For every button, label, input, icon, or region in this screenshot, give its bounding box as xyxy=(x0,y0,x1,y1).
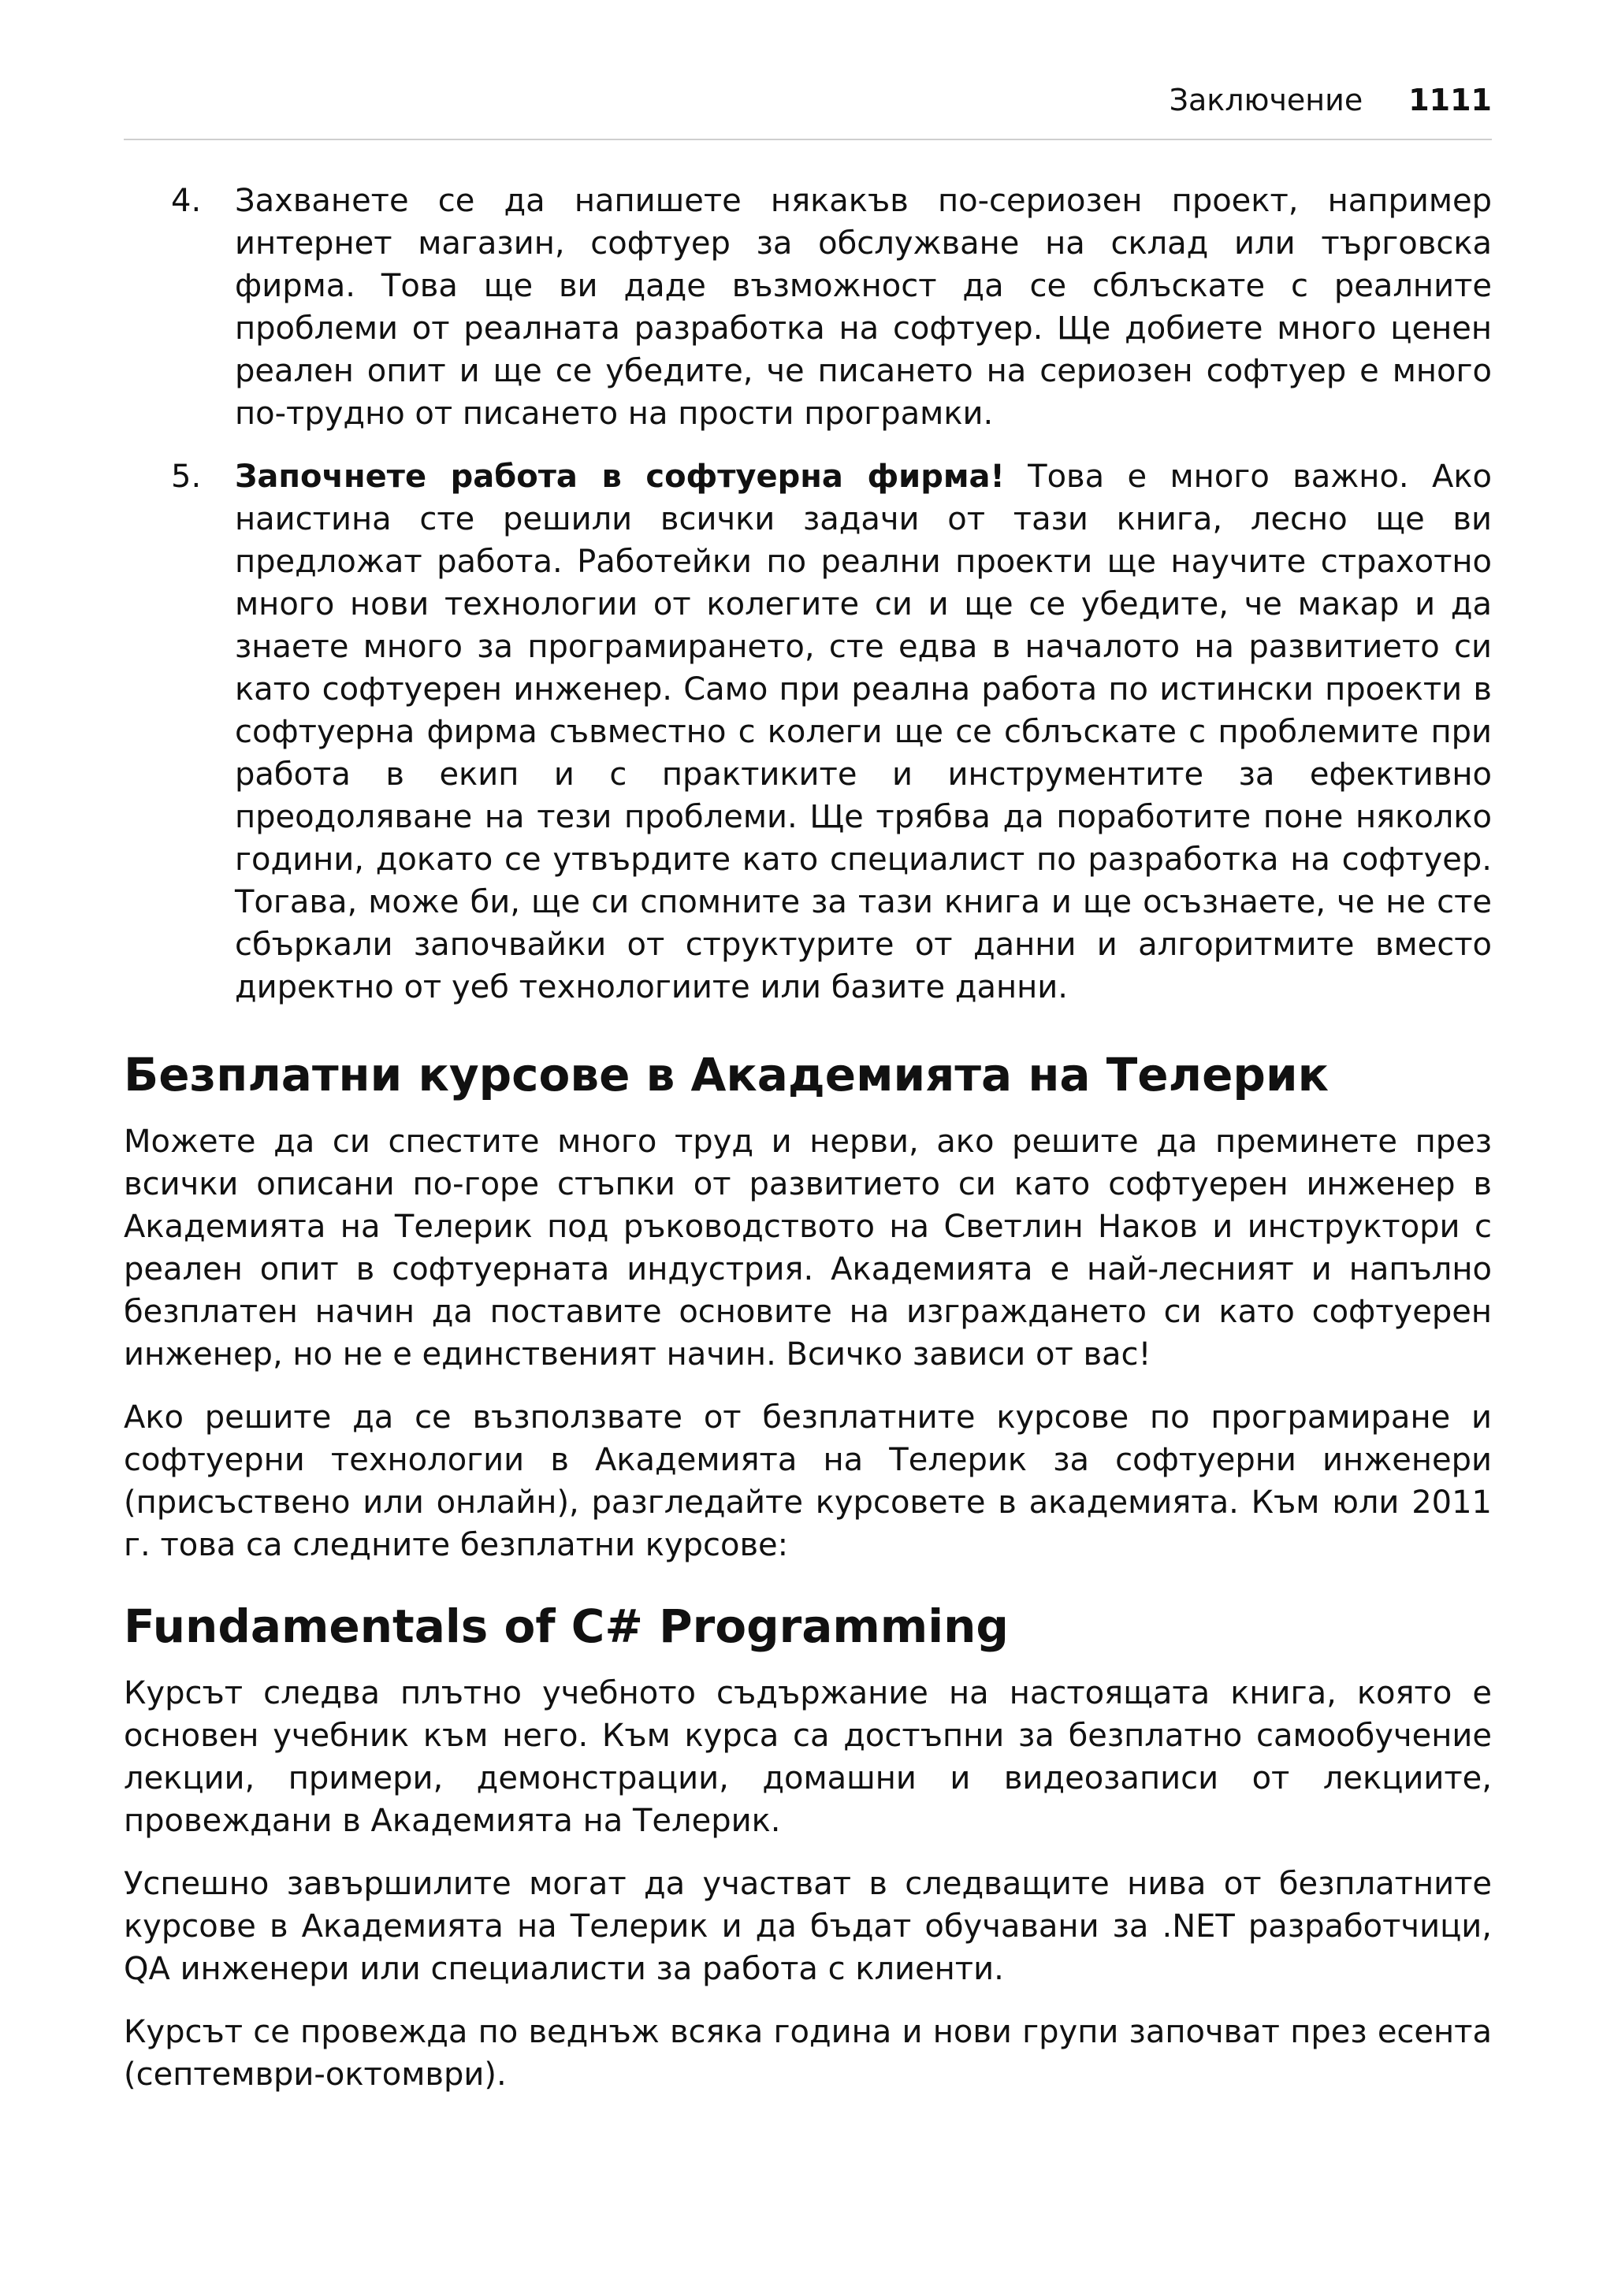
paragraph: Успешно завършилите могат да участват в следващите нива от безплатните курсове в Академията на Телерик и да бъдат обучавани за .NET разработчици, QA инженери или специалисти за работа с клиенти. xyxy=(124,1866,1492,1987)
section-heading-csharp: Fundamentals of C# Programming xyxy=(124,1599,1009,1653)
list-item-lead: Започнете работа в софтуерна фирма! xyxy=(235,459,1005,495)
chapter-title: Заключение xyxy=(1169,83,1363,117)
list-item xyxy=(124,455,1492,1009)
page-number: 1111 xyxy=(1408,83,1492,117)
paragraph: Курсът се провежда по веднъж всяка година и нови групи започват през есента (септември-октомври). xyxy=(124,2014,1492,2093)
list-item xyxy=(124,180,1492,435)
list-item-number: 5. xyxy=(171,459,202,495)
running-header xyxy=(1170,80,1492,120)
list-item-body: Захванете се да напишете някакъв по-сериозен проект, например интернет магазин, софтуер за обслужване на склад или търговска фирма. Това ще ви даде възможност да се сблъскате с реалните проблеми от реалната разработка на софтуер. Ще добиете много ценен реален опит и ще се убедите, че писането на сериозен софтуер е много по-трудно от писането на прости програмки. xyxy=(235,183,1492,432)
list-item-text xyxy=(235,455,1492,1009)
paragraph: Можете да си спестите много труд и нерви, ако решите да преминете през всички описани по-горе стъпки от развитието си като софтуерен инженер в Академията на Телерик под ръководството на Светлин Наков и инструктори с реален опит в софтуерната индустрия. Академията е най-лесният и напълно безплатен начин да поставите основите на изграждането си като софтуерен инженер, но не е единственият начин. Всичко зависи от вас! xyxy=(124,1124,1492,1373)
paragraph: Курсът следва плътно учебното съдържание на настоящата книга, която е основен учебник към него. Към курса са достъпни за безплатно самообучение лекции, примери, демонстрации, домашни и видеозаписи от лекциите, провеждани в Академията на Телерик. xyxy=(124,1675,1492,1839)
page-content xyxy=(124,180,1492,2116)
section-heading-academy: Безплатни курсове в Академията на Телерик xyxy=(124,1048,1329,1102)
header-divider xyxy=(124,139,1492,140)
list-item-number: 4. xyxy=(171,183,202,219)
numbered-list xyxy=(124,180,1492,1009)
paragraph: Ако решите да се възползвате от безплатните курсове по програмиране и софтуерни технологии в Академията на Телерик за софтуерни инженери (присъствено или онлайн), разгледайте курсовете в академията. Към юли 2011 г. това са следните безплатни курсове: xyxy=(124,1399,1492,1563)
list-item-text xyxy=(235,180,1492,435)
list-item-body: Това е много важно. Ако наистина сте решили всички задачи от тази книга, лесно ще ви предложат работа. Работейки по реални проекти ще научите страхотно много нови технологии от колегите си и ще се убедите, че макар и да знаете много за програмирането, сте едва в началото на развитието си като софтуерен инженер. Само при реална работа по истински проекти в софтуерна фирма съвместно с колеги ще се сблъскате с проблемите при работа в екип и с практиките и инструментите за ефективно преодоляване на тези проблеми. Ще трябва да поработите поне няколко години, докато се утвърдите като специалист по разработка на софтуер. Тогава, може би, ще си спомните за тази книга и ще осъзнаете, че не сте сбъркали започвайки от структурите от данни и алгоритмите вместо директно от уеб технологиите или базите данни. xyxy=(235,459,1493,1005)
